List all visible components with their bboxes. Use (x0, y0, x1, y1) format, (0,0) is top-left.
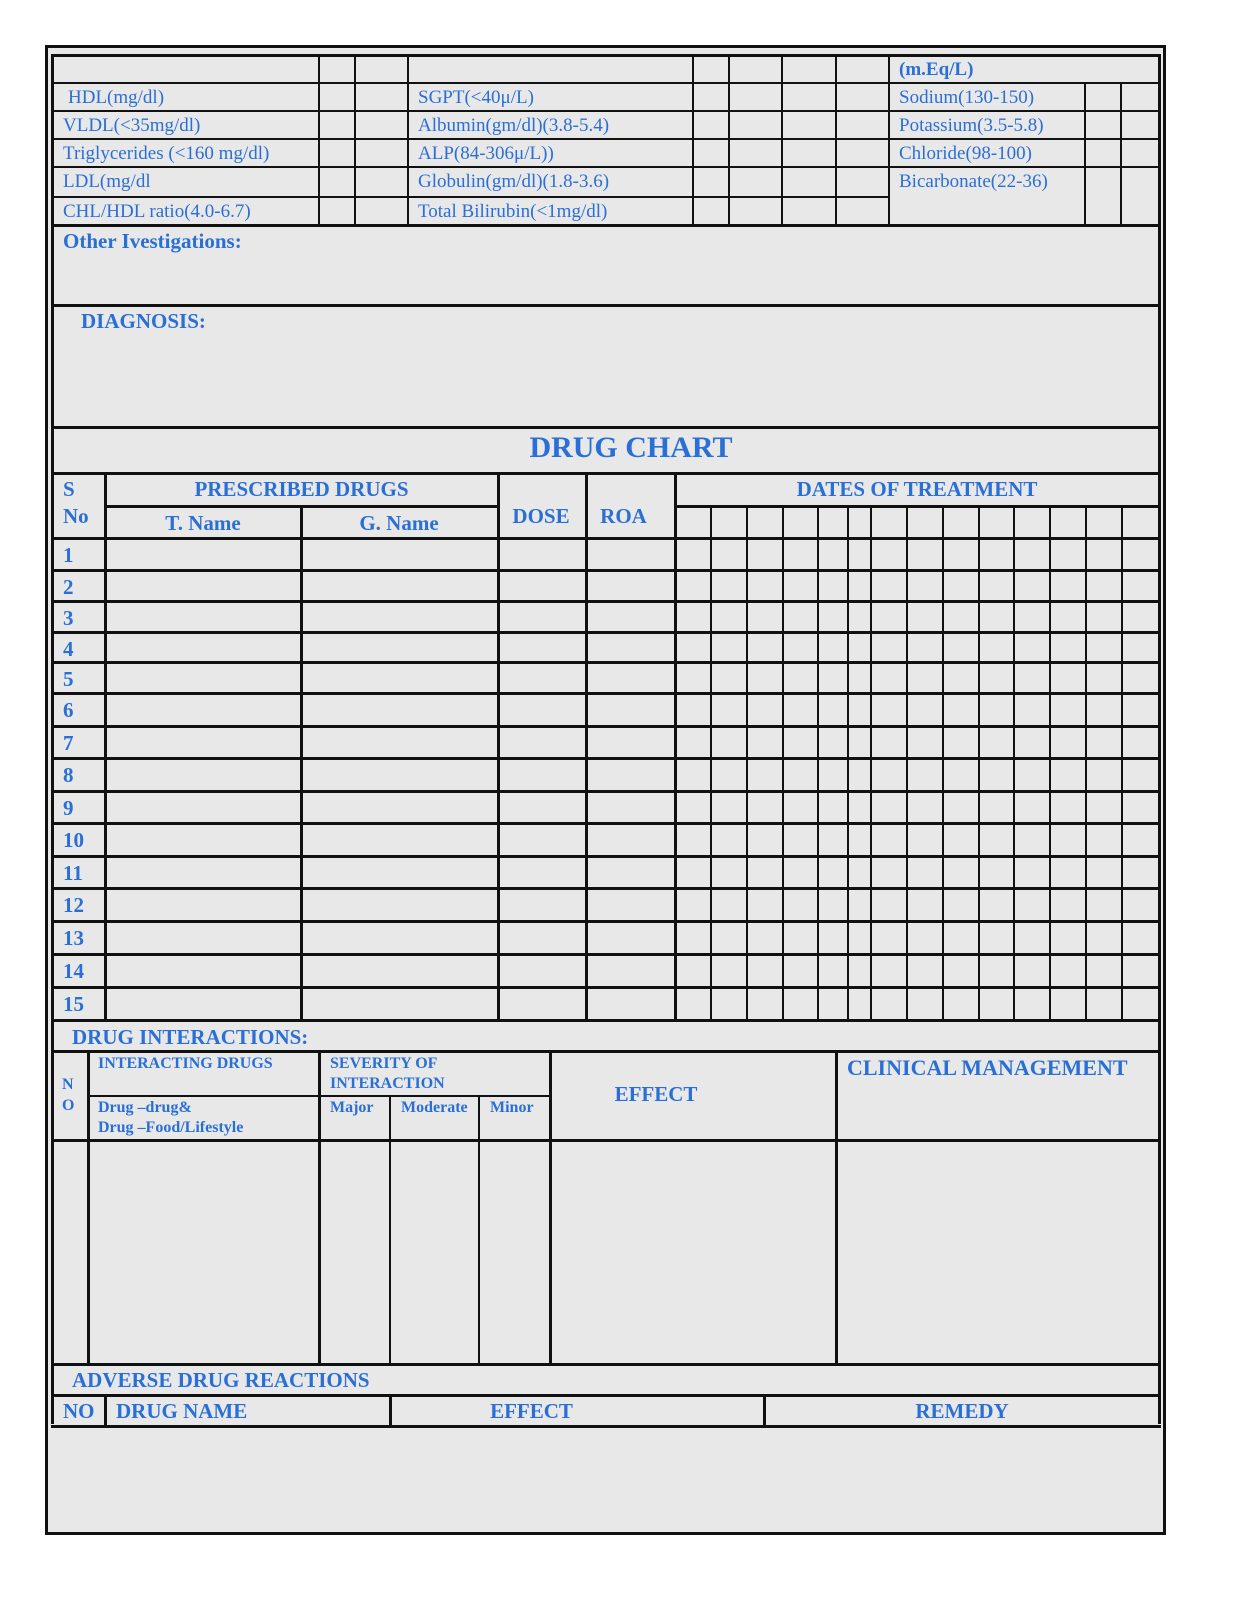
minor-header: Minor (490, 1099, 534, 1116)
lab-label: CHL/HDL ratio(4.0-6.7) (63, 201, 251, 222)
date-column-divider (710, 506, 712, 1022)
lab-label: Chloride(98-100) (899, 143, 1032, 164)
drug-row-number: 3 (63, 606, 74, 630)
interaction-effect-header: EFFECT (614, 1082, 698, 1106)
interaction-no-header-line2: O (62, 1097, 75, 1114)
lab-label: Total Bilirubin(<1mg/dl) (418, 201, 608, 222)
date-column-divider (906, 506, 908, 1022)
major-header: Major (330, 1099, 374, 1116)
date-column-divider (746, 506, 748, 1022)
drug-row-number: 13 (63, 926, 84, 950)
other-investigations-label: Other Ivestigations: (63, 229, 242, 253)
drug-row-divider (51, 600, 1161, 603)
drug-row-divider (51, 757, 1161, 760)
adr-effect-header: EFFECT (490, 1399, 573, 1423)
lab-label: LDL(mg/dl (63, 171, 151, 192)
drug-row-divider (51, 790, 1161, 793)
date-column-divider (1085, 506, 1087, 1022)
drug-row-divider (51, 822, 1161, 825)
drug-chart-title: DRUG CHART (529, 431, 733, 464)
date-column-divider (782, 506, 784, 1022)
drug-row-divider (51, 986, 1161, 989)
drug-row-number: 15 (63, 992, 84, 1016)
drug-row-number: 8 (63, 763, 74, 787)
moderate-header: Moderate (401, 1099, 468, 1116)
adr-remedy-header: REMEDY (915, 1399, 1009, 1423)
drug-types-header-line2: Drug –Food/Lifestyle (98, 1119, 244, 1136)
lab-label: Triglycerides (<160 mg/dl) (63, 143, 270, 164)
severity-header-line2: INTERACTION (330, 1075, 445, 1092)
drug-row-divider (51, 855, 1161, 858)
roa-header: ROA (600, 504, 647, 528)
drug-types-header: Drug –drug& (98, 1099, 192, 1116)
s-no-header-line2: No (63, 504, 89, 528)
severity-header: SEVERITY OF (330, 1055, 438, 1072)
lab-label: Albumin(gm/dl)(3.8-5.4) (418, 115, 610, 136)
interaction-no-header: N (62, 1076, 74, 1093)
prescribed-drugs-header: PRESCRIBED DRUGS (194, 477, 409, 501)
date-column-divider (817, 506, 819, 1022)
interacting-drugs-header: INTERACTING DRUGS (98, 1055, 273, 1072)
drug-row-divider (51, 661, 1161, 664)
lab-label: SGPT(<40μ/L) (418, 87, 534, 108)
lab-label: HDL(mg/dl) (68, 87, 165, 108)
lab-label: VLDL(<35mg/dl) (63, 115, 201, 136)
date-column-divider (1013, 506, 1015, 1022)
trade-name-header: T. Name (165, 511, 241, 535)
adr-no-header: NO (63, 1399, 95, 1423)
drug-row-divider (51, 887, 1161, 890)
lab-label: Globulin(gm/dl)(1.8-3.6) (418, 171, 610, 192)
drug-row-number: 14 (63, 959, 84, 983)
adr-drug-name-header: DRUG NAME (116, 1399, 248, 1423)
lab-label: Bicarbonate(22-36) (899, 171, 1048, 192)
date-column-divider (978, 506, 980, 1022)
drug-row-number: 10 (63, 828, 84, 852)
s-no-header: S (63, 477, 75, 501)
drug-row-number: 4 (63, 637, 74, 661)
drug-row-divider (51, 631, 1161, 634)
drug-row-divider (51, 953, 1161, 956)
date-column-divider (1121, 506, 1123, 1022)
date-column-divider (942, 506, 944, 1022)
clinical-management-header: CLINICAL MANAGEMENT (847, 1055, 1128, 1080)
drug-row-divider (51, 725, 1161, 728)
diagnosis-label: DIAGNOSIS: (81, 309, 206, 333)
date-column-divider (1049, 506, 1051, 1022)
drug-row-number: 11 (63, 861, 83, 885)
adverse-reactions-title: ADVERSE DRUG REACTIONS (72, 1368, 370, 1392)
drug-row-divider (51, 1019, 1161, 1022)
dose-header: DOSE (512, 504, 570, 528)
drug-row-divider (51, 920, 1161, 923)
drug-row-number: 6 (63, 698, 74, 722)
lab-label: ALP(84-306μ/L)) (418, 143, 554, 164)
dates-of-treatment-header: DATES OF TREATMENT (796, 477, 1038, 501)
drug-interactions-title: DRUG INTERACTIONS: (72, 1025, 309, 1049)
drug-row-number: 12 (63, 893, 84, 917)
date-column-divider (847, 506, 849, 1022)
lab-label: Sodium(130-150) (899, 87, 1035, 108)
drug-row-number: 1 (63, 543, 74, 567)
generic-name-header: G. Name (359, 511, 439, 535)
lab-label: Potassium(3.5-5.8) (899, 115, 1044, 136)
drug-row-divider (51, 692, 1161, 695)
date-column-divider (870, 506, 872, 1022)
drug-row-number: 2 (63, 575, 74, 599)
drug-row-number: 7 (63, 731, 74, 755)
electrolytes-unit-header: (m.Eq/L) (899, 59, 974, 80)
drug-row-number: 5 (63, 667, 74, 691)
drug-row-divider (51, 569, 1161, 572)
drug-row-number: 9 (63, 796, 74, 820)
